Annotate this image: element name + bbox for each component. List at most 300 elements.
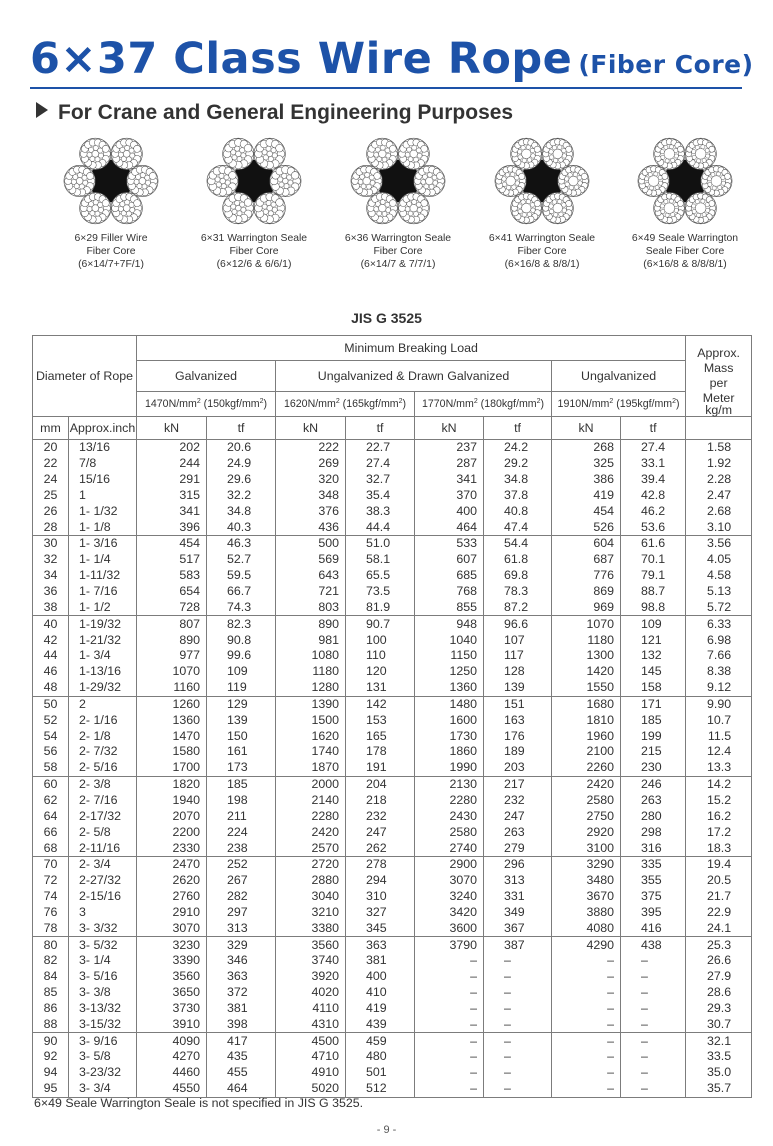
ugd-1620-kn: 1180 [276, 664, 346, 680]
ugd-1620-kn: 1280 [276, 680, 346, 696]
ugd-1620-tf: 218 [346, 793, 415, 809]
mass-kgm: 5.72 [686, 599, 752, 615]
ungalv-tf: – [621, 985, 686, 1001]
wire-circle [522, 213, 527, 218]
ugd-1620-kn: 1500 [276, 712, 346, 728]
section-heading-text: For Crane and General Engineering Purposes [58, 101, 514, 124]
table-row [33, 536, 752, 552]
diameter-inch: 2- 5/8 [69, 824, 137, 840]
galv-tf: 346 [207, 953, 276, 969]
ugd-1770-tf: 54.4 [484, 536, 552, 552]
ungalv-kn: 526 [552, 519, 621, 535]
kn-header: kN [415, 417, 484, 440]
wire-circle [557, 145, 562, 150]
galv-tf: 52.7 [207, 552, 276, 568]
ungalv-kn: 1070 [552, 616, 621, 632]
wire-circle [433, 180, 438, 185]
ungalv-kn: 1960 [552, 728, 621, 744]
diameter-mm: 94 [33, 1065, 69, 1081]
wire-circle [665, 213, 669, 217]
grade-text: ) [540, 398, 545, 410]
ugd-1770-kn: 3240 [415, 889, 484, 905]
diagram-caption-line3: (6×14/7 & 7/7/1) [360, 259, 436, 270]
table-row [33, 824, 752, 840]
table-row [33, 1065, 752, 1081]
table-row [33, 728, 752, 744]
mass-kgm: 17.2 [686, 824, 752, 840]
tf-header: tf [207, 417, 276, 440]
ugd-1620-kn: 4110 [276, 1001, 346, 1017]
ugd-1620-kn: 4710 [276, 1049, 346, 1065]
wire-circle [374, 152, 379, 157]
ungalv-tf: 109 [621, 616, 686, 632]
ugd-1620-tf: 153 [346, 712, 415, 728]
wire-circle [283, 178, 288, 183]
diameter-mm: 86 [33, 1001, 69, 1017]
wire-circle [677, 146, 683, 152]
ugd-1770-tf: – [484, 1049, 552, 1065]
mass-kgm: 32.1 [686, 1033, 752, 1049]
diameter-inch: 1-13/16 [69, 664, 137, 680]
ugd-1770-tf: 189 [484, 744, 552, 760]
wire-circle [674, 208, 678, 212]
ugd-1620-tf: 512 [346, 1081, 415, 1097]
diagram-caption-line3: (6×16/8 & 8/8/1) [504, 259, 580, 270]
ugd-1620-kn: 2000 [276, 776, 346, 792]
wire-circle [126, 211, 131, 216]
galv-kn: 3560 [137, 969, 207, 985]
wire-circle [711, 176, 722, 187]
ugd-1770-kn: 237 [415, 440, 484, 456]
wire-circle [654, 172, 658, 176]
wire-circle [712, 186, 716, 190]
ugd-1770-tf: 387 [484, 937, 552, 953]
ugd-1620-tf: 310 [346, 889, 415, 905]
ungalv-tf: 335 [621, 856, 686, 872]
ugd-1770-tf: 61.8 [484, 552, 552, 568]
mass-kgm: 27.9 [686, 969, 752, 985]
table-row [33, 808, 752, 824]
ungalv-tf: 395 [621, 904, 686, 920]
table-row [33, 920, 752, 936]
ugd-1620-tf: 294 [346, 873, 415, 889]
kn-header: kN [552, 417, 621, 440]
ungalv-kn: 454 [552, 503, 621, 519]
wire-circle [87, 206, 92, 211]
diameter-inch: 3- 1/4 [69, 953, 137, 969]
galvanized-header: Galvanized [137, 361, 276, 392]
wire-circle [236, 205, 241, 210]
diameter-inch: 2-17/32 [69, 808, 137, 824]
wire-circle [566, 200, 572, 206]
ungalv-kn: – [552, 969, 621, 985]
mass-kgm: 6.33 [686, 616, 752, 632]
ungalv-kn: 969 [552, 599, 621, 615]
galv-tf: 198 [207, 793, 276, 809]
galv-kn: 4090 [137, 1033, 207, 1049]
wire-circle [562, 208, 567, 213]
ugd-1620-kn: 3210 [276, 904, 346, 920]
wire-circle [660, 150, 664, 154]
wire-circle [410, 204, 417, 211]
diameter-mm: 48 [33, 680, 69, 696]
diameter-inch: 1-19/32 [69, 616, 137, 632]
ugd-1620-kn: 3740 [276, 953, 346, 969]
ugd-1770-tf: – [484, 985, 552, 1001]
ungalv-kn: 1180 [552, 632, 621, 648]
mass-kgm: 21.7 [686, 889, 752, 905]
wire-circle [244, 144, 252, 152]
galv-kn: 3910 [137, 1016, 207, 1032]
ungalv-tf: – [621, 969, 686, 985]
ungalv-tf: – [621, 1001, 686, 1017]
diameter-inch: 3- 5/8 [69, 1049, 137, 1065]
grade-text: 1620N/mm [284, 398, 336, 410]
diameter-mm: 84 [33, 969, 69, 985]
grade-text: (195kgf/mm [613, 398, 673, 410]
mass-header-text: Approx. Mass per Meter [697, 346, 740, 405]
wire-circle [645, 177, 649, 181]
wire-circle [534, 146, 540, 152]
diameter-mm: 28 [33, 519, 69, 535]
ugd-1770-kn: 1040 [415, 632, 484, 648]
ungalv-tf: – [621, 953, 686, 969]
wire-circle [236, 151, 241, 156]
wire-circle [389, 200, 396, 207]
ungalv-tf: 185 [621, 712, 686, 728]
tf-header: tf [621, 417, 686, 440]
ugd-1770-tf: 69.8 [484, 568, 552, 584]
table-row [33, 1033, 752, 1049]
ugd-1620-tf: 165 [346, 728, 415, 744]
galv-tf: 363 [207, 969, 276, 985]
wire-circle [95, 157, 100, 162]
diameter-inch: 2- 1/8 [69, 728, 137, 744]
ungalv-kn: 325 [552, 456, 621, 472]
diameter-mm: 66 [33, 824, 69, 840]
ugd-1770-tf: 217 [484, 776, 552, 792]
galv-tf: 24.9 [207, 456, 276, 472]
table-row [33, 856, 752, 872]
ugd-1620-tf: 363 [346, 937, 415, 953]
wire-circle [221, 184, 226, 189]
ugd-1770-kn: 533 [415, 536, 484, 552]
galv-tf: 313 [207, 920, 276, 936]
wire-circle [674, 154, 678, 158]
wire-circle [268, 156, 273, 161]
galv-kn: 1260 [137, 696, 207, 712]
galv-tf: 185 [207, 776, 276, 792]
ugd-1770-tf: 40.8 [484, 503, 552, 519]
wire-circle [276, 144, 284, 152]
ungalv-kn: 1420 [552, 664, 621, 680]
ugd-1770-kn: 1360 [415, 680, 484, 696]
diameter-mm: 90 [33, 1033, 69, 1049]
wire-circle [87, 152, 92, 157]
ungalv-tf: 375 [621, 889, 686, 905]
diameter-inch: 2-11/16 [69, 840, 137, 856]
ugd-1770-tf: – [484, 1001, 552, 1017]
ugd-1770-tf: 163 [484, 712, 552, 728]
title-rule [30, 87, 742, 89]
mass-kgm: 24.1 [686, 920, 752, 936]
ugd-1620-kn: 2570 [276, 840, 346, 856]
ugd-1770-tf: 151 [484, 696, 552, 712]
ugd-1620-kn: 376 [276, 503, 346, 519]
wire-circle [695, 149, 706, 160]
table-row [33, 744, 752, 760]
ugd-1620-tf: 90.7 [346, 616, 415, 632]
mass-kgm: 9.90 [686, 696, 752, 712]
diameter-inch: 3- 5/16 [69, 969, 137, 985]
ugd-1770-tf: 78.3 [484, 584, 552, 600]
wire-circle [365, 172, 370, 177]
galv-tf: 150 [207, 728, 276, 744]
wire-circle [237, 156, 242, 161]
grade-text: ) [263, 398, 268, 410]
galv-kn: 2330 [137, 840, 207, 856]
wire-circle [134, 179, 139, 184]
wire-circle [291, 172, 299, 180]
table-row [33, 712, 752, 728]
ugd-1620-kn: 643 [276, 568, 346, 584]
ugd-1620-tf: 327 [346, 904, 415, 920]
ugd-1620-tf: 38.3 [346, 503, 415, 519]
ugd-1620-tf: 410 [346, 985, 415, 1001]
diameter-mm: 52 [33, 712, 69, 728]
rope-cross-section-6x29-icon [62, 132, 160, 230]
table-row [33, 873, 752, 889]
ugd-1620-tf: 262 [346, 840, 415, 856]
rope-cross-section-6x41-icon [493, 132, 591, 230]
ugd-1770-kn: 3420 [415, 904, 484, 920]
ugd-1620-tf: 232 [346, 808, 415, 824]
galv-kn: 3650 [137, 985, 207, 1001]
diameter-mm: 32 [33, 552, 69, 568]
ungalv-kn: 268 [552, 440, 621, 456]
galv-tf: 129 [207, 696, 276, 712]
ugd-1620-kn: 3040 [276, 889, 346, 905]
table-row [33, 760, 752, 776]
ungalv-kn: 3880 [552, 904, 621, 920]
diagram-caption-line2: Fiber Core [373, 246, 423, 257]
ungalv-kn: – [552, 1033, 621, 1049]
wire-circle [677, 201, 683, 207]
wire-circle [515, 181, 520, 186]
diameter-inch: 1-21/32 [69, 632, 137, 648]
table-row [33, 664, 752, 680]
wire-circle [696, 213, 700, 217]
diameter-inch: 1- 7/16 [69, 584, 137, 600]
wire-circle [649, 186, 653, 190]
galv-kn: 3390 [137, 953, 207, 969]
ugd-1770-kn: 685 [415, 568, 484, 584]
galv-kn: 517 [137, 552, 207, 568]
ugd-1770-tf: 24.2 [484, 440, 552, 456]
mass-kgm: 35.0 [686, 1065, 752, 1081]
ugd-1770-tf: 117 [484, 648, 552, 664]
ugd-1770-tf: – [484, 953, 552, 969]
ugd-1620-tf: 178 [346, 744, 415, 760]
galv-tf: 40.3 [207, 519, 276, 535]
galv-kn: 807 [137, 616, 207, 632]
wire-circle [573, 172, 578, 177]
wire-circle [701, 145, 705, 149]
galv-kn: 1820 [137, 776, 207, 792]
table-row [33, 584, 752, 600]
wire-circle [692, 150, 696, 154]
galv-tf: 74.3 [207, 599, 276, 615]
wire-circle [358, 179, 363, 184]
table-row [33, 1081, 752, 1097]
ugd-1620-kn: 5020 [276, 1081, 346, 1097]
diagram-6x49 [614, 132, 756, 271]
ungalv-kn: 1550 [552, 680, 621, 696]
wire-circle [553, 149, 562, 158]
ungalv-kn: 2920 [552, 824, 621, 840]
galv-tf: 119 [207, 680, 276, 696]
wire-circle [71, 179, 76, 184]
diameter-mm: 54 [33, 728, 69, 744]
kn-header: kN [276, 417, 346, 440]
diameter-mm: 60 [33, 776, 69, 792]
ugd-1770-kn: 2900 [415, 856, 484, 872]
wire-circle [220, 178, 225, 183]
ugd-1620-tf: 35.4 [346, 488, 415, 504]
ugd-1620-tf: 32.7 [346, 472, 415, 488]
ugd-1770-tf: 331 [484, 889, 552, 905]
ungalv-tf: 416 [621, 920, 686, 936]
mass-kgm: 29.3 [686, 1001, 752, 1017]
table-row [33, 985, 752, 1001]
galv-kn: 977 [137, 648, 207, 664]
table-row [33, 969, 752, 985]
page-title [30, 34, 754, 84]
mass-kgm: 7.66 [686, 648, 752, 664]
table-row [33, 953, 752, 969]
table-row [33, 937, 752, 953]
diagram-caption-line3: (6×14/7+7F/1) [78, 259, 144, 270]
ungalv-tf: 316 [621, 840, 686, 856]
galv-kn: 728 [137, 599, 207, 615]
diameter-inch: 13/16 [69, 440, 137, 456]
wire-circle [87, 172, 94, 179]
kgm-header: kg/m [705, 403, 733, 417]
diagram-caption-line1: 6×41 Warrington Seale [488, 233, 596, 244]
mass-kgm: 15.2 [686, 793, 752, 809]
galv-tf: 398 [207, 1016, 276, 1032]
ungalv-tf: 199 [621, 728, 686, 744]
ugd-1620-kn: 2880 [276, 873, 346, 889]
ugd-1620-tf: 51.0 [346, 536, 415, 552]
wire-circle [709, 201, 715, 207]
wire-circle [92, 205, 99, 212]
wire-circle [118, 152, 123, 157]
superscript: 2 [398, 398, 403, 405]
wire-circle [412, 200, 417, 205]
wire-circle [502, 177, 507, 182]
ungalv-kn: 3100 [552, 840, 621, 856]
ugd-1770-kn: 287 [415, 456, 484, 472]
title-sub: (Fiber Core) [578, 50, 754, 79]
mass-kgm: 1.92 [686, 456, 752, 472]
wire-circle [506, 185, 511, 190]
diameter-mm: 76 [33, 904, 69, 920]
diagram-6x36 [327, 132, 469, 271]
wire-circle [510, 172, 515, 177]
galv-kn: 2070 [137, 808, 207, 824]
wire-circle [421, 145, 428, 152]
ugd-1770-kn: 341 [415, 472, 484, 488]
wire-circle [701, 199, 705, 203]
ungalv-tf: 79.1 [621, 568, 686, 584]
diameter-header: Diameter of Rope [33, 336, 137, 417]
wire-circle [92, 151, 99, 158]
ugd-1770-kn: 464 [415, 519, 484, 535]
table-row [33, 552, 752, 568]
ugd-1770-kn: – [415, 1049, 484, 1065]
galv-kn: 654 [137, 584, 207, 600]
ugd-1770-tf: 128 [484, 664, 552, 680]
ungalv-kn: – [552, 1016, 621, 1032]
wire-circle [562, 154, 567, 159]
mass-kgm: 18.3 [686, 840, 752, 856]
diameter-mm: 80 [33, 937, 69, 953]
mass-kgm: 9.12 [686, 680, 752, 696]
diameter-inch: 2- 3/4 [69, 856, 137, 872]
ugd-1620-kn: 436 [276, 519, 346, 535]
wire-circle [709, 146, 715, 152]
galv-kn: 583 [137, 568, 207, 584]
diameter-mm: 25 [33, 488, 69, 504]
wire-circle [427, 172, 432, 177]
wire-circle [648, 176, 659, 187]
diameter-mm: 95 [33, 1081, 69, 1097]
ugd-1770-tf: – [484, 1065, 552, 1081]
diameter-inch: 7/8 [69, 456, 137, 472]
mm-header: mm [33, 417, 69, 440]
table-row [33, 889, 752, 905]
mass-kgm: 33.5 [686, 1049, 752, 1065]
galv-tf: 32.2 [207, 488, 276, 504]
wire-circle [267, 205, 272, 210]
ugd-1620-kn: 981 [276, 632, 346, 648]
wire-circle [706, 208, 710, 212]
mass-kgm: 5.13 [686, 584, 752, 600]
ugd-1770-tf: – [484, 1081, 552, 1097]
mass-kgm: 16.2 [686, 808, 752, 824]
galv-tf: 20.6 [207, 440, 276, 456]
galv-tf: 435 [207, 1049, 276, 1065]
diameter-inch: 15/16 [69, 472, 137, 488]
wire-circle [695, 203, 706, 214]
grade-1910-header [552, 392, 686, 417]
superscript: 2 [196, 398, 201, 405]
mass-kgm: 26.6 [686, 953, 752, 969]
ugd-1770-kn: – [415, 1081, 484, 1097]
ugd-1620-kn: 890 [276, 616, 346, 632]
wire-circle [429, 184, 434, 189]
diagram-6x41 [471, 132, 613, 271]
ungalv-tf: 88.7 [621, 584, 686, 600]
ungalv-tf: 61.6 [621, 536, 686, 552]
diameter-mm: 92 [33, 1049, 69, 1065]
wire-circle [118, 206, 123, 211]
wire-circle [549, 150, 554, 155]
ungalv-kn: – [552, 1049, 621, 1065]
ungalv-kn: 3290 [552, 856, 621, 872]
ungalv-kn: – [552, 1081, 621, 1097]
